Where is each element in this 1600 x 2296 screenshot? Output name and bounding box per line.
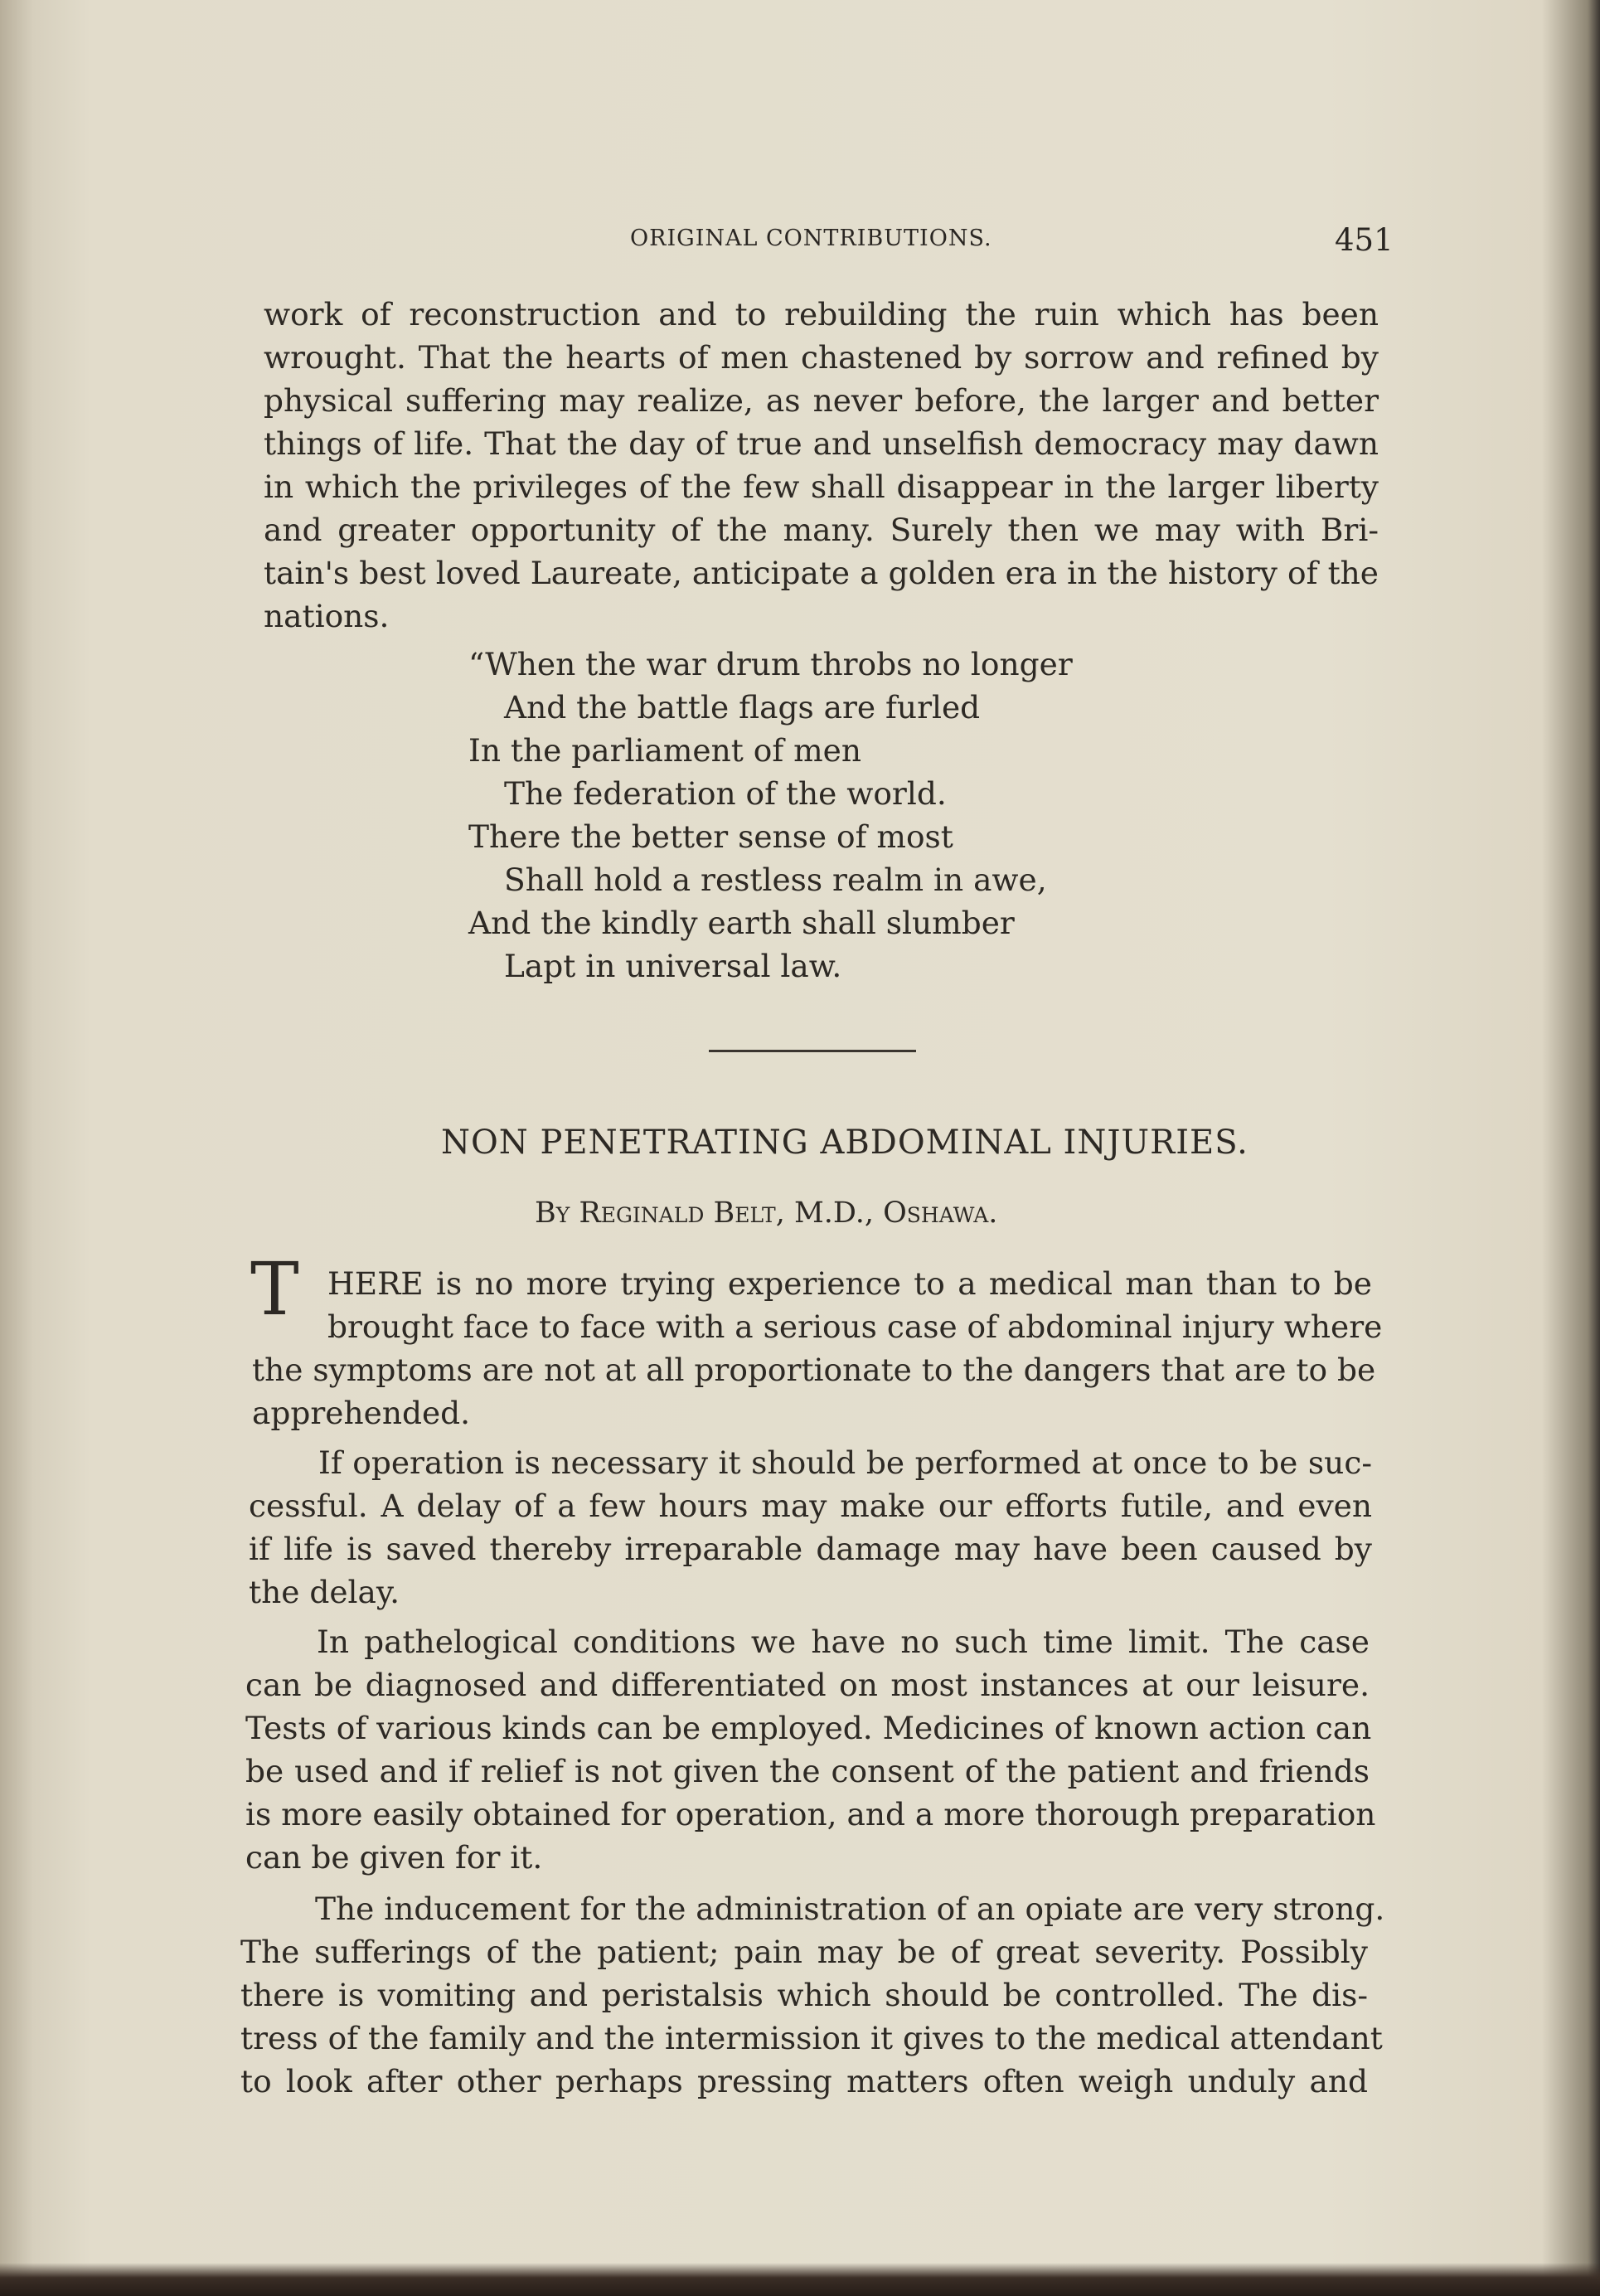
text-line: tain's best loved Laureate, anticipate a golden era in the history of the [264,555,1379,591]
poem-line: Lapt in universal law. [504,948,842,984]
text-line: wrought. That the hearts of men chastened by sorrow and refined by [264,339,1379,376]
text-line: physical suffering may realize, as never before, the larger and better [264,382,1379,419]
text-line: Tests of various kinds can be employed. Medicines of known action can [245,1710,1372,1746]
poem-line: The federation of the world. [504,775,947,812]
text-line: brought face to face with a serious case of abdominal injury where [327,1308,1383,1345]
text-line: to look after other perhaps pressing matters often weigh unduly and [240,2063,1368,2099]
text-line: cessful. A delay of a few hours may make our efforts futile, and even [249,1488,1372,1524]
text-line: if life is saved thereby irreparable damage may have been caused by [249,1531,1372,1567]
text-line: the delay. [249,1574,400,1610]
poem-line: And the battle flags are furled [504,689,981,726]
text-line: The sufferings of the patient; pain may be of great severity. Possibly [240,1934,1368,1970]
section-divider [709,1050,916,1052]
article-title: NON PENETRATING ABDOMINAL INJURIES. [441,1124,1248,1162]
text-line: and greater opportunity of the many. Surely then we may with Bri- [264,512,1379,548]
text-line: apprehended. [252,1395,471,1431]
text-line: the symptoms are not at all proportionate to the dangers that are to be [252,1352,1376,1388]
text-line: in which the privileges of the few shall disappear in the larger liberty [264,468,1379,505]
poem-line: Shall hold a restless realm in awe, [504,862,1047,898]
page-number: 451 [1335,222,1394,258]
text-line: things of life. That the day of true and unselfish democracy may dawn [264,425,1379,462]
text-line: tress of the family and the intermission it gives to the medical attendant [240,2020,1383,2056]
poem-line: And the kindly earth shall slumber [468,905,1015,941]
poem-line: In the parliament of men [468,732,862,769]
text-line: there is vomiting and peristalsis which should be controlled. The dis- [240,1977,1368,2013]
text-line: The inducement for the administration of an opiate are very strong. [315,1891,1385,1927]
running-head: ORIGINAL CONTRIBUTIONS. [630,226,992,251]
text-line: In pathelogical conditions we have no such time limit. The case [317,1624,1370,1660]
text-line: can be given for it. [245,1839,543,1876]
text-line: HERE is no more trying experience to a medical man than to be [327,1265,1372,1302]
text-line: nations. [264,598,390,634]
poem-line: There the better sense of most [468,818,953,855]
text-line: can be diagnosed and differentiated on most instances at our leisure. [245,1667,1370,1703]
page-bottom-edge [0,2263,1600,2296]
drop-cap: T [250,1246,299,1332]
text-line: is more easily obtained for operation, and a more thorough preparation [245,1796,1376,1832]
article-byline: By Reginald Belt, M.D., Oshawa. [535,1197,998,1230]
text-line: work of reconstruction and to rebuilding the ruin which has been [264,296,1379,333]
text-line: If operation is necessary it should be performed at once to be suc- [318,1444,1372,1481]
poem-line: “When the war drum throbs no longer [468,646,1073,682]
text-line: be used and if relief is not given the consent of the patient and friends [245,1753,1370,1789]
